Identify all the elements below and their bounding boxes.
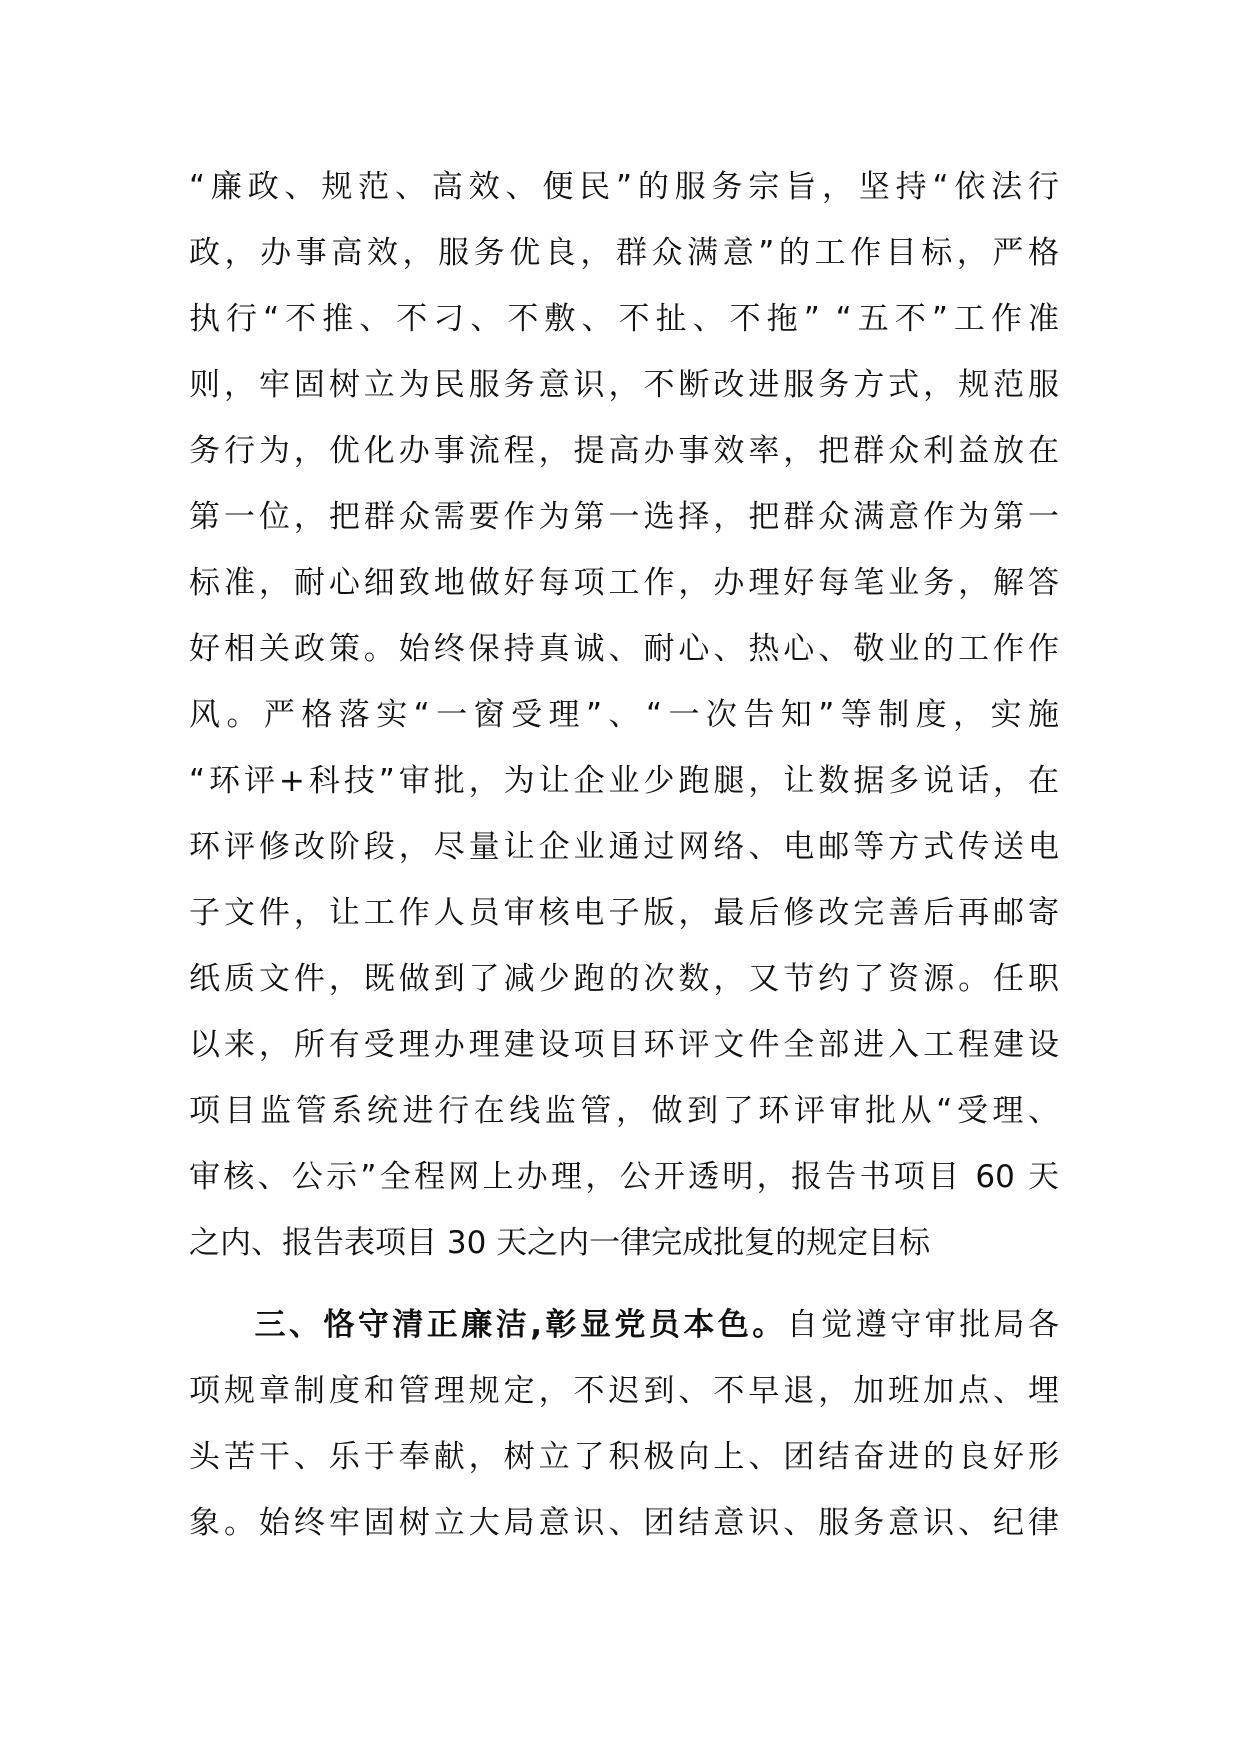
- text-line: 以来，所有受理办理建设项目环评文件全部进入工程建设: [189, 1027, 1059, 1063]
- text-line: “环评+科技”审批，为让企业少跑腿，让数据多说话，在: [189, 763, 1059, 799]
- text-line: 之内、报告表项目 30 天之内一律完成批复的规定目标: [189, 1225, 931, 1261]
- text-line: 则，牢固树立为民服务意识，不断改进服务方式，规范服: [189, 367, 1059, 403]
- heading-followup-text: 自觉遵守审批局各: [786, 1307, 1060, 1343]
- text-line: 务行为，优化办事流程，提高办事效率，把群众利益放在: [189, 433, 1059, 469]
- text-line-first: [189, 1292, 1059, 1358]
- text-line: 风。严格落实“一窗受理”、“一次告知”等制度，实施: [189, 697, 1059, 733]
- text-line: 项规章制度和管理规定，不迟到、不早退，加班加点、埋: [189, 1373, 1059, 1409]
- text-line: 纸质文件，既做到了减少跑的次数，又节约了资源。任职: [189, 961, 1059, 997]
- text-line: 政，办事高效，服务优良，群众满意”的工作目标，严格: [189, 235, 1059, 271]
- text-line: 第一位，把群众需要作为第一选择，把群众满意作为第一: [189, 499, 1059, 535]
- paragraph-integrity: [189, 1292, 1059, 1556]
- text-line: 环评修改阶段，尽量让企业通过网络、电邮等方式传送电: [189, 829, 1059, 865]
- text-line: 执行“不推、不刁、不敷、不扯、不拖” “五不”工作准: [189, 301, 1059, 337]
- text-line: 头苦干、乐于奉献，树立了积极向上、团结奋进的良好形: [189, 1439, 1059, 1475]
- text-line: 象。始终牢固树立大局意识、团结意识、服务意识、纪律: [189, 1505, 1059, 1541]
- paragraph-service-purpose: [189, 154, 1059, 1276]
- text-line: 审核、公示”全程网上办理，公开透明，报告书项目 60 天: [189, 1159, 1059, 1195]
- text-line: 标准，耐心细致地做好每项工作，办理好每笔业务，解答: [189, 565, 1059, 601]
- text-line: 项目监管系统进行在线监管，做到了环评审批从“受理、: [189, 1093, 1059, 1129]
- text-line: 好相关政策。始终保持真诚、耐心、热心、敬业的工作作: [189, 631, 1059, 667]
- text-line: 子文件，让工作人员审核电子版，最后修改完善后再邮寄: [189, 895, 1059, 931]
- section-heading: 三、恪守清正廉洁,彰显党员本色。: [251, 1307, 787, 1343]
- text-line: “廉政、规范、高效、便民”的服务宗旨，坚持“依法行: [189, 169, 1059, 205]
